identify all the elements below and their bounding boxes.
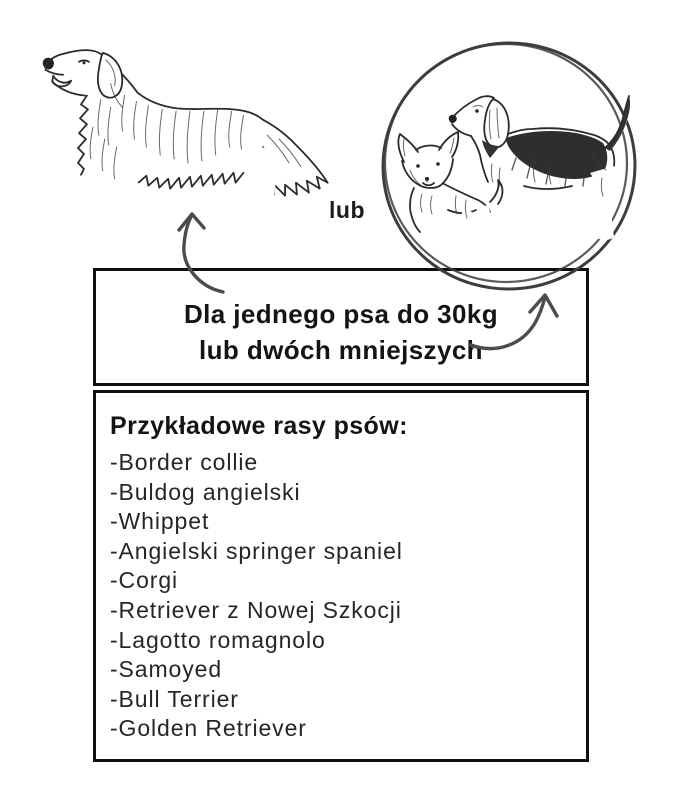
breed-item: -Golden Retriever bbox=[110, 715, 307, 742]
breed-list-title: Przykładowe rasy psów: bbox=[110, 412, 408, 440]
curved-arrow-right-icon bbox=[462, 282, 562, 357]
breed-list bbox=[110, 448, 568, 744]
breed-item: -Corgi bbox=[110, 567, 179, 594]
curved-arrow-left-icon bbox=[148, 203, 240, 303]
or-label: lub bbox=[329, 197, 365, 223]
weight-rule-line2: lub dwóch mniejszych bbox=[199, 335, 483, 365]
breed-item: -Buldog angielski bbox=[110, 478, 301, 505]
breed-item: -Border collie bbox=[110, 449, 259, 475]
breed-item: -Samoyed bbox=[110, 656, 223, 683]
breed-item: -Whippet bbox=[110, 508, 210, 535]
breed-item: -Retriever z Nowej Szkocji bbox=[110, 596, 402, 623]
two-small-dogs-illustration bbox=[376, 36, 646, 296]
breed-item: -Lagotto romagnolo bbox=[110, 626, 326, 653]
breed-list-box bbox=[93, 390, 589, 762]
breed-item: -Bull Terrier bbox=[110, 685, 239, 712]
weight-rule-line1: Dla jednego psa do 30kg bbox=[183, 299, 499, 329]
breed-item: -Angielski springer spaniel bbox=[110, 537, 403, 564]
